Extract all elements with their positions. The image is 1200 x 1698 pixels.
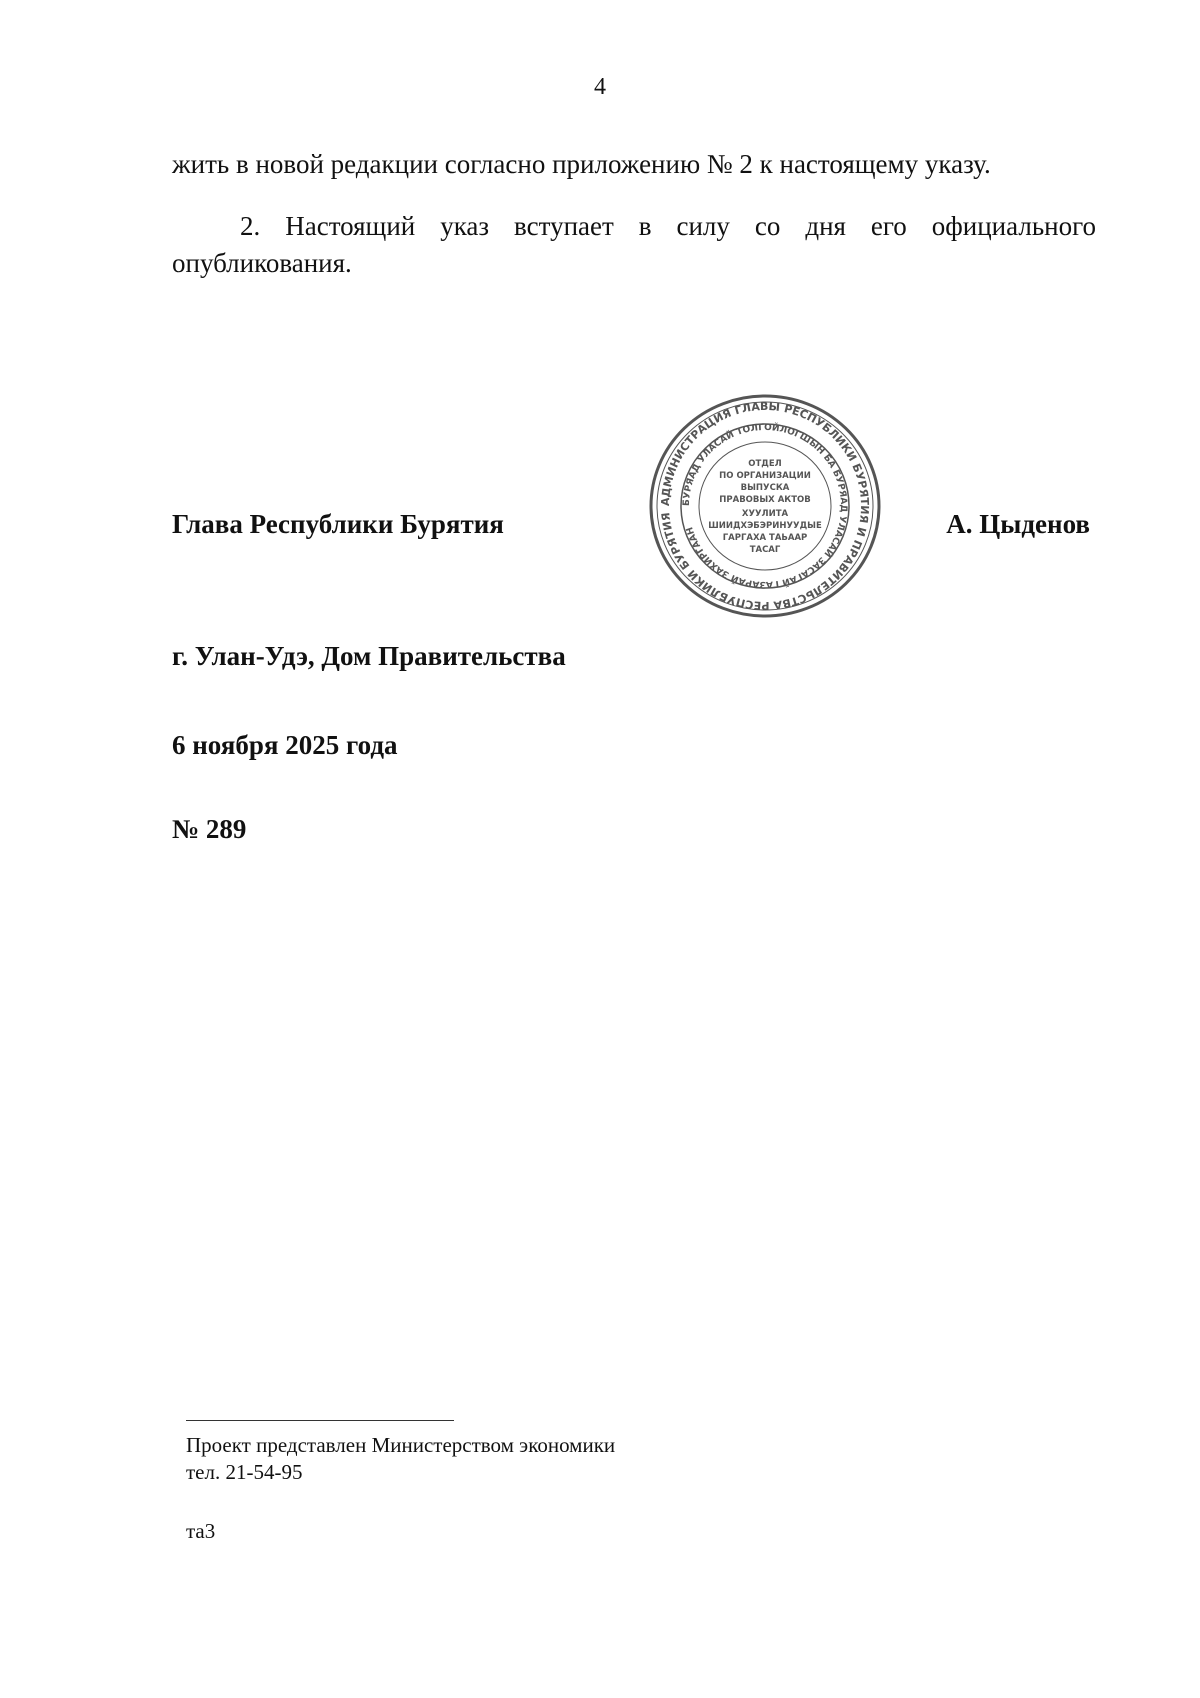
seal-center-line: ГАРГАХА ТАЬААР	[722, 533, 808, 543]
signer-title: Глава Республики Бурятия	[172, 509, 504, 539]
footnote-phone: тел. 21-54-95	[186, 1460, 303, 1484]
seal-center-line: ВЫПУСКА	[740, 483, 790, 493]
paragraph-continuation: жить в новой редакции согласно приложению № 2 к настоящему указу.	[172, 149, 991, 179]
seal-center-line: ШИИДХЭБЭРИНУУДЫЕ	[708, 521, 822, 531]
signing-date: 6 ноября 2025 года	[172, 730, 398, 760]
official-seal	[647, 392, 883, 620]
paragraph-item-2: 2. Настоящий указ вступает в силу со дня его официального опубликования.	[172, 211, 1096, 278]
seal-center-line: ТАСАГ	[749, 545, 781, 555]
seal-center-line: ПРАВОВЫХ АКТОВ	[719, 495, 811, 505]
decree-number: № 289	[172, 814, 247, 844]
footnote-separator	[186, 1420, 454, 1421]
place-of-signing: г. Улан-Удэ, Дом Правительства	[172, 641, 566, 671]
footnote-code: та3	[186, 1519, 216, 1543]
signer-name: А. Цыденов	[946, 509, 1090, 539]
seal-center-line: ОТДЕЛ	[748, 459, 782, 469]
footnote-project-author: Проект представлен Министерством экономики	[186, 1433, 616, 1457]
seal-outer-text: АДМИНИСТРАЦИЯ ГЛАВЫ РЕСПУБЛИКИ БУРЯТИЯ И ПРАВИТЕЛЬСТВА РЕСПУБЛИКИ БУРЯТИЯ	[658, 399, 872, 613]
page-number: 4	[594, 74, 606, 100]
seal-inner-text: БУРЯАД УЛАСАЙ ТОЛГОЙЛОГШЫН БА БУРЯАД УЛАСАЙ ЗАСАГАЙ ГАЗАРАЙ ЗАХИРГААН	[681, 422, 849, 590]
seal-center-line: ХУУЛИТА	[741, 509, 789, 519]
seal-center-line: ПО ОРГАНИЗАЦИИ	[719, 471, 811, 481]
